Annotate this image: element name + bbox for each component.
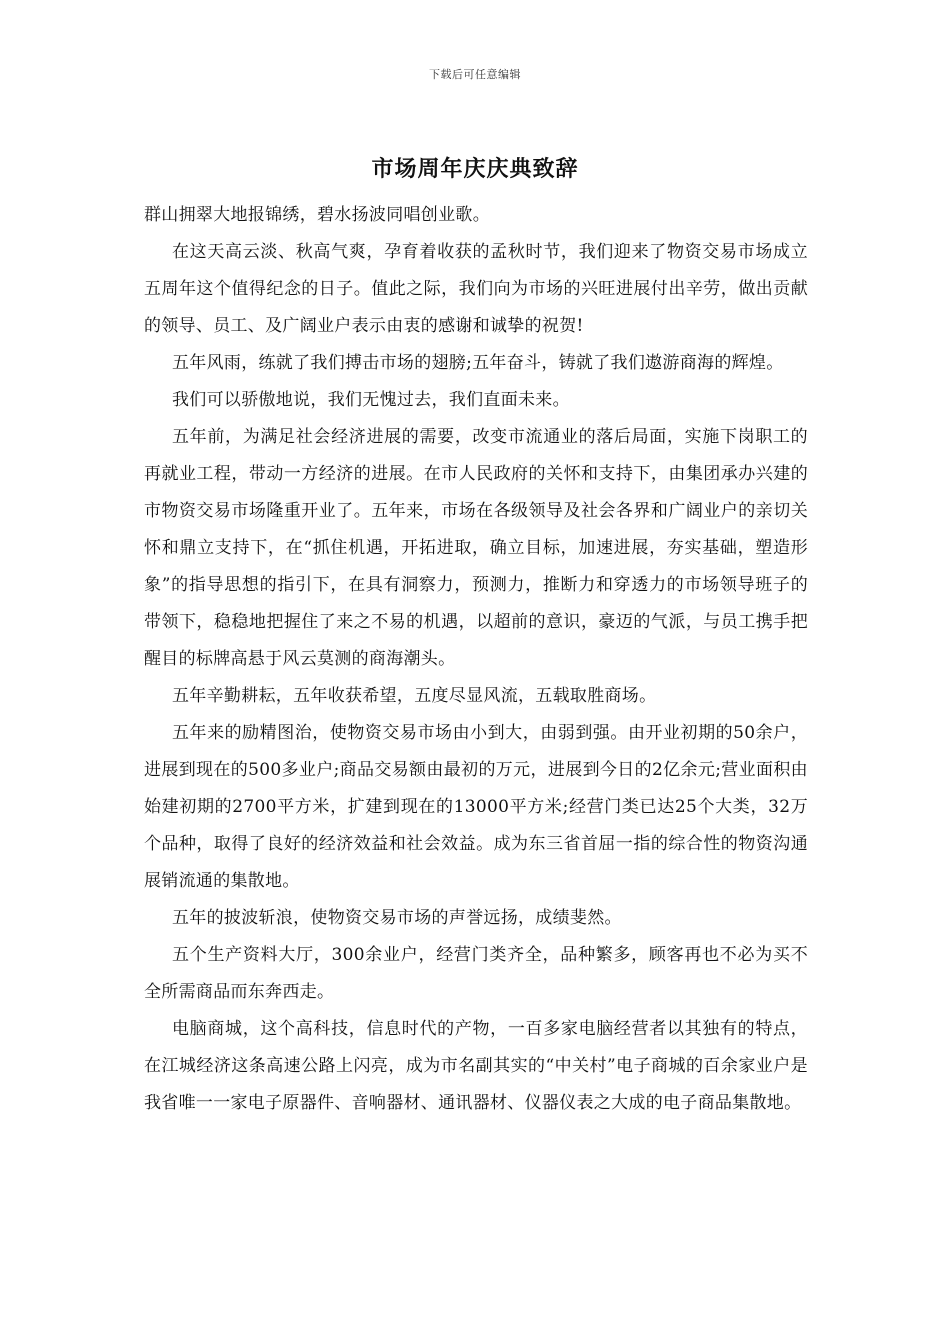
paragraph-4: 我们可以骄傲地说，我们无愧过去，我们直面未来。: [172, 390, 570, 410]
paragraph-5: 五年前，为满足社会经济进展的需要，改变市流通业的落后局面，实施下岗职工的再就业工程，带动一方经济的进展。在市人民政府的关怀和支持下，由集团承办兴建的市物资交易市场隆重开业了。五年来，市场在各级领导及社会各界和广阔业户的亲切关怀和鼎立支持下，在“抓住机遇，开拓进取，确立目标，加速进展，夯实基础，塑造形象”的指导思想的指引下，在具有洞察力，预测力，推断力和穿透力的市场领导班子的带领下，稳稳地把握住了来之不易的机遇，以超前的意识，豪迈的气派，与员工携手把醒目的标牌高悬于风云莫测的商海潮头。: [144, 427, 808, 669]
paragraph-2: 在这天高云淡、秋高气爽，孕育着收获的孟秋时节，我们迎来了物资交易市场成立五周年这个值得纪念的日子。值此之际，我们向为市场的兴旺进展付出辛劳，做出贡献的领导、员工、及广阔业户表示由衷的感谢和诚挚的祝贺!: [144, 242, 808, 336]
paragraph-8: 五年的披波斩浪，使物资交易市场的声誉远扬，成绩斐然。: [172, 908, 622, 928]
document-body: [144, 197, 808, 1122]
page-header-note: 下载后可任意编辑: [429, 68, 521, 81]
paragraph-3: 五年风雨，练就了我们搏击市场的翅膀;五年奋斗，铸就了我们遨游商海的辉煌。: [172, 353, 784, 373]
paragraph-1: 群山拥翠大地报锦绣，碧水扬波同唱创业歌。: [144, 205, 490, 225]
document-title: 市场周年庆庆典致辞: [371, 156, 579, 182]
paragraph-7: 五年来的励精图治，使物资交易市场由小到大，由弱到强。由开业初期的50余户，进展到现在的500多业户;商品交易额由最初的万元，进展到今日的2亿余元;营业面积由始建初期的2700平方米，扩建到现在的13000平方米;经营门类已达25个大类，32万个品种，取得了良好的经济效益和社会效益。成为东三省首屈一指的综合性的物资沟通展销流通的集散地。: [144, 723, 808, 891]
paragraph-9: 五个生产资料大厅，300余业户，经营门类齐全，品种繁多，顾客再也不必为买不全所需商品而东奔西走。: [144, 945, 808, 1002]
paragraph-10: 电脑商城，这个高科技，信息时代的产物，一百多家电脑经营者以其独有的特点，在江城经济这条高速公路上闪亮，成为市名副其实的“中关村”电子商城的百余家业户是我省唯一一家电子原器件、音响器材、通讯器材、仪器仪表之大成的电子商品集散地。: [144, 1019, 808, 1113]
paragraph-6: 五年辛勤耕耘，五年收获希望，五度尽显风流，五载取胜商场。: [172, 686, 657, 706]
